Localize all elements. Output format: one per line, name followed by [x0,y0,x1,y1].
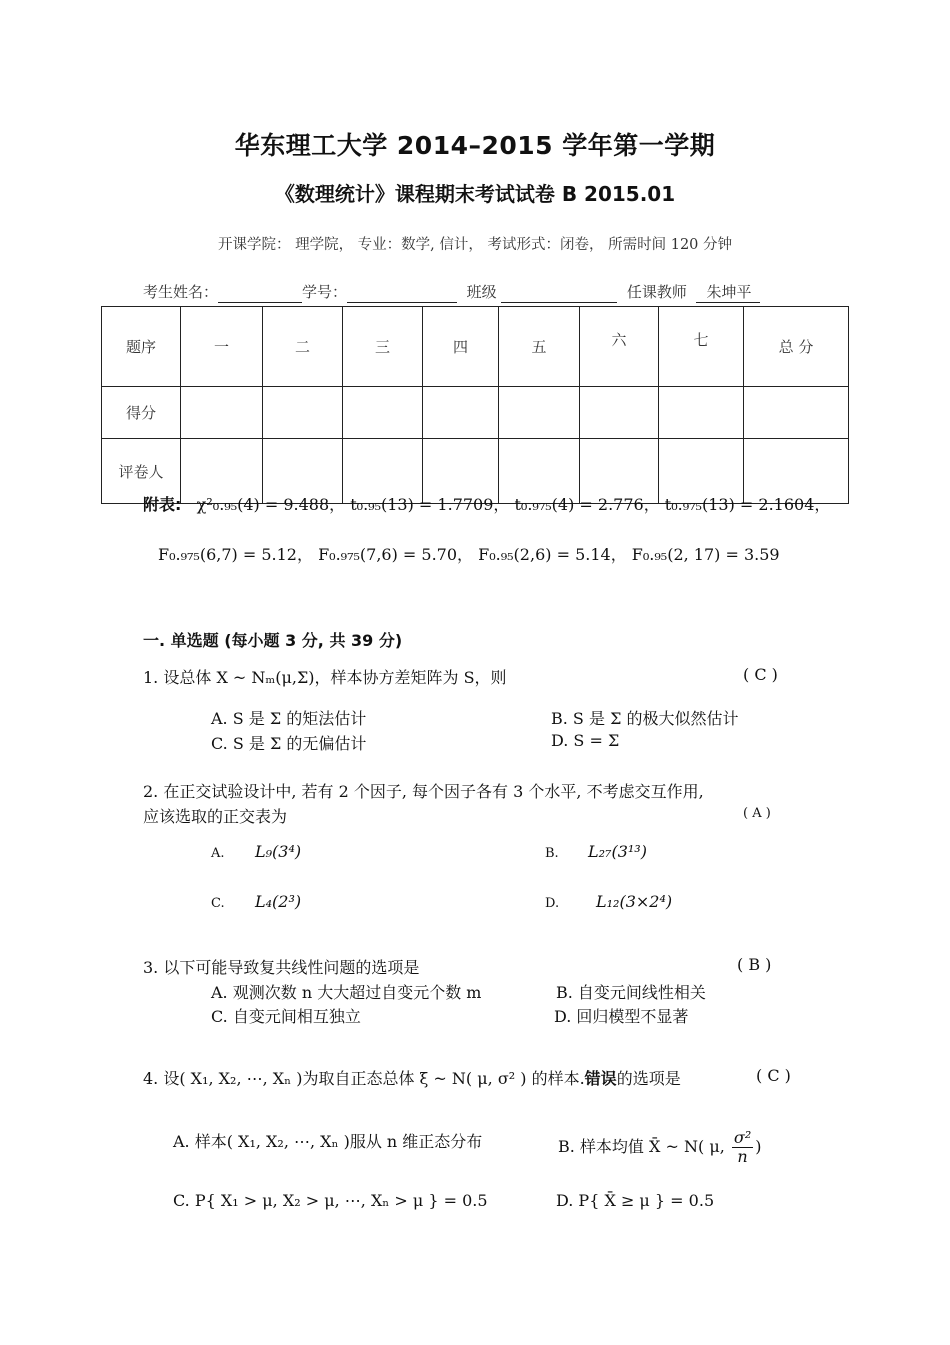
table-col-header: 五 [499,307,580,387]
fraction-denominator: n [737,1147,748,1166]
student-info-line [143,281,760,303]
score-cell [343,387,423,439]
score-cell [499,387,580,439]
q4-option-d: D. P{ X̄ ≥ μ } = 0.5 [556,1191,715,1210]
class-label: 班级 [466,283,497,301]
exam-subtitle: 《数理统计》课程期末考试试卷 B 2015.01 [274,182,676,206]
q2-option-d: L₁₂(3×2⁴) [596,892,673,911]
question-4-stem [143,1066,681,1089]
score-cell [744,387,849,439]
question-3-stem: 3. 以下可能导致复共线性问题的选项是 [143,958,420,977]
table-col-header: 七 [659,307,744,387]
section-title: 一. 单选题 (每小题 3 分, 共 39 分) [143,631,403,650]
question-2-answer: ( A ) [743,806,771,821]
q2-option-c-label: C. [211,896,225,911]
appendix-label: 附表: [143,495,182,514]
question-1-stem: 1. 设总体 X ~ Nₘ(μ,Σ)，样本协方差矩阵为 S，则 [143,668,507,687]
question-4-emphasis: 错误 [584,1069,617,1088]
table-row-header: 评卷人 [102,439,181,504]
q1-option-b: B. S 是 Σ 的极大似然估计 [551,709,739,728]
fraction-numerator: σ² [733,1128,752,1147]
id-label: 学号： [302,283,348,301]
q2-option-d-label: D. [545,896,560,911]
table-row [102,307,849,387]
score-cell [263,387,343,439]
score-cell [423,387,499,439]
q4-option-b-close: ) [755,1137,762,1156]
q1-option-a: A. S 是 Σ 的矩法估计 [211,709,367,728]
q2-option-b-label: B. [545,846,559,861]
table-col-header: 总 分 [744,307,849,387]
teacher-name: 朱坤平 [696,281,759,303]
class-blank [501,286,617,303]
question-4-stem-tail: 的选项是 [616,1069,681,1088]
question-2-stem-line2: 应该选取的正交表为 [143,807,288,826]
q4-option-a: A. 样本( X₁, X₂, ⋯, Xₙ )服从 n 维正态分布 [173,1132,483,1151]
fraction [732,1129,753,1166]
exam-info: 开课学院： 理学院， 专业：数学, 信计， 考试形式：闭卷， 所需时间 120 分钟 [217,237,733,253]
score-table [101,306,849,504]
question-2-stem: 2. 在正交试验设计中, 若有 2 个因子, 每个因子各有 3 个水平, 不考虑交互作用, [143,782,704,801]
table-col-header: 二 [263,307,343,387]
name-label: 考生姓名： [143,283,219,301]
q2-option-a: L₉(3⁴) [255,842,302,861]
appendix-values-1: χ²₀.₉₅(4) = 9.488， t₀.₉₅(13) = 1.7709， t₀.₉₇₅(4) = 2.776， t₀.₉₇₅(13) = 2.1604， [196,495,831,514]
score-cell [580,387,659,439]
q1-option-d: D. S = Σ [551,731,620,750]
table-row-header: 得分 [102,387,181,439]
q2-option-c: L₄(2³) [255,892,302,911]
id-blank [347,286,457,303]
question-4-stem-main: 4. 设( X₁, X₂, ⋯, Xₙ )为取自正态总体 ξ ~ N( μ, σ² ) 的样本. [143,1069,585,1088]
q4-option-c: C. P{ X₁ > μ, X₂ > μ, ⋯, Xₙ > μ } = 0.5 [173,1191,488,1210]
q3-option-c: C. 自变元间相互独立 [211,1007,361,1026]
table-col-header: 三 [343,307,423,387]
exam-title: 华东理工大学 2014–2015 学年第一学期 [234,131,716,160]
q1-option-c: C. S 是 Σ 的无偏估计 [211,734,367,753]
teacher-label: 任课教师 [626,283,687,301]
question-1-answer: ( C ) [743,665,778,684]
appendix-line-1 [143,492,830,515]
question-4-answer: ( C ) [756,1066,791,1085]
table-row-header: 题序 [102,307,181,387]
table-col-header: 四 [423,307,499,387]
table-row [102,387,849,439]
q3-option-a: A. 观测次数 n 大大超过自变元个数 m [211,983,482,1002]
q4-option-b-text: B. 样本均值 X̄ ~ N( μ, [558,1137,725,1156]
question-3-answer: ( B ) [737,955,772,974]
q4-option-b [558,1129,762,1166]
q3-option-b: B. 自变元间线性相关 [556,983,706,1002]
table-col-header: 一 [181,307,263,387]
score-cell [181,387,263,439]
q3-option-d: D. 回归模型不显著 [554,1007,689,1026]
score-cell [659,387,744,439]
q2-option-a-label: A. [211,846,225,861]
name-blank [218,286,302,303]
appendix-values-2: F₀.₉₇₅(6,7) = 5.12， F₀.₉₇₅(7,6) = 5.70， F₀.₉₅(2,6) = 5.14， F₀.₉₅(2, 17) = 3.59 [158,545,780,564]
q2-option-b: L₂₇(3¹³) [588,842,647,861]
table-col-header: 六 [580,307,659,387]
